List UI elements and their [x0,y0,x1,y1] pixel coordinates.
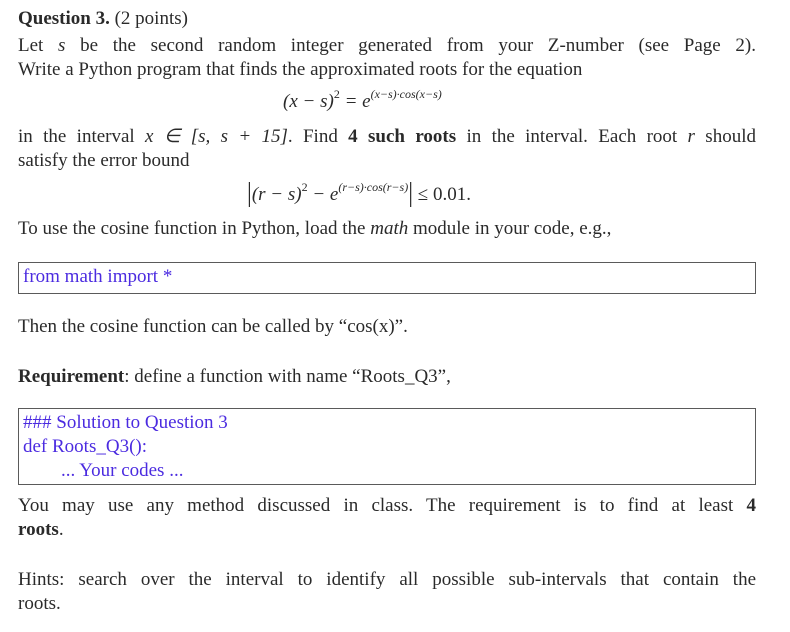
requirement-line: Requirement: define a function with name “Roots_Q3”, [18,366,451,387]
hints-line-1: Hints: search over the interval to identify all possible sub-intervals that contain the [18,569,756,590]
error-line: satisfy the error bound [18,150,190,171]
variable-s: s [58,35,66,56]
intro-line-1: Let s be the second random integer generated from your Z-number (see Page 2). [18,35,756,56]
hints-line-2: roots. [18,593,61,614]
solution-code-box [18,408,756,485]
code-line: ... Your codes ... [23,460,184,481]
equation: $(x - s)^2 = e^{(x-s)\cdot cos(x-s)}$ [283,87,442,112]
intro-line-2: Write a Python program that finds the approximated roots for the equation [18,59,583,80]
interval-expression: x ∈ [s, s + 15] [145,126,288,147]
code-line: ### Solution to Question 3 [23,412,228,433]
root-count-emphasis: 4 such roots [348,126,457,147]
interval-line: in the interval x ∈ [s, s + 15]. Find 4 such roots in the interval. Each root r should [18,126,756,147]
method-line-1: You may use any method discussed in class. The requirement is to find at least 4 [18,495,756,516]
cosine-instruction: To use the cosine function in Python, load the math module in your code, e.g., [18,218,612,239]
method-line-2: roots. [18,519,64,540]
import-code-box [18,262,756,294]
code-line: def Roots_Q3(): [23,436,148,457]
import-code: from math import * [23,266,173,287]
question-title: Question 3. [18,8,110,29]
requirement-label: Requirement [18,366,125,387]
call-instruction: Then the cosine function can be called by “cos(x)”. [18,316,408,337]
math-module-name: math [370,218,409,239]
question-points: (2 points) [114,8,188,29]
question-header [18,8,188,30]
error-bound-equation: $|(r - s)^2 - e^{(r-s)\cdot cos(r-s)}| \le 0.01$. [247,178,471,208]
